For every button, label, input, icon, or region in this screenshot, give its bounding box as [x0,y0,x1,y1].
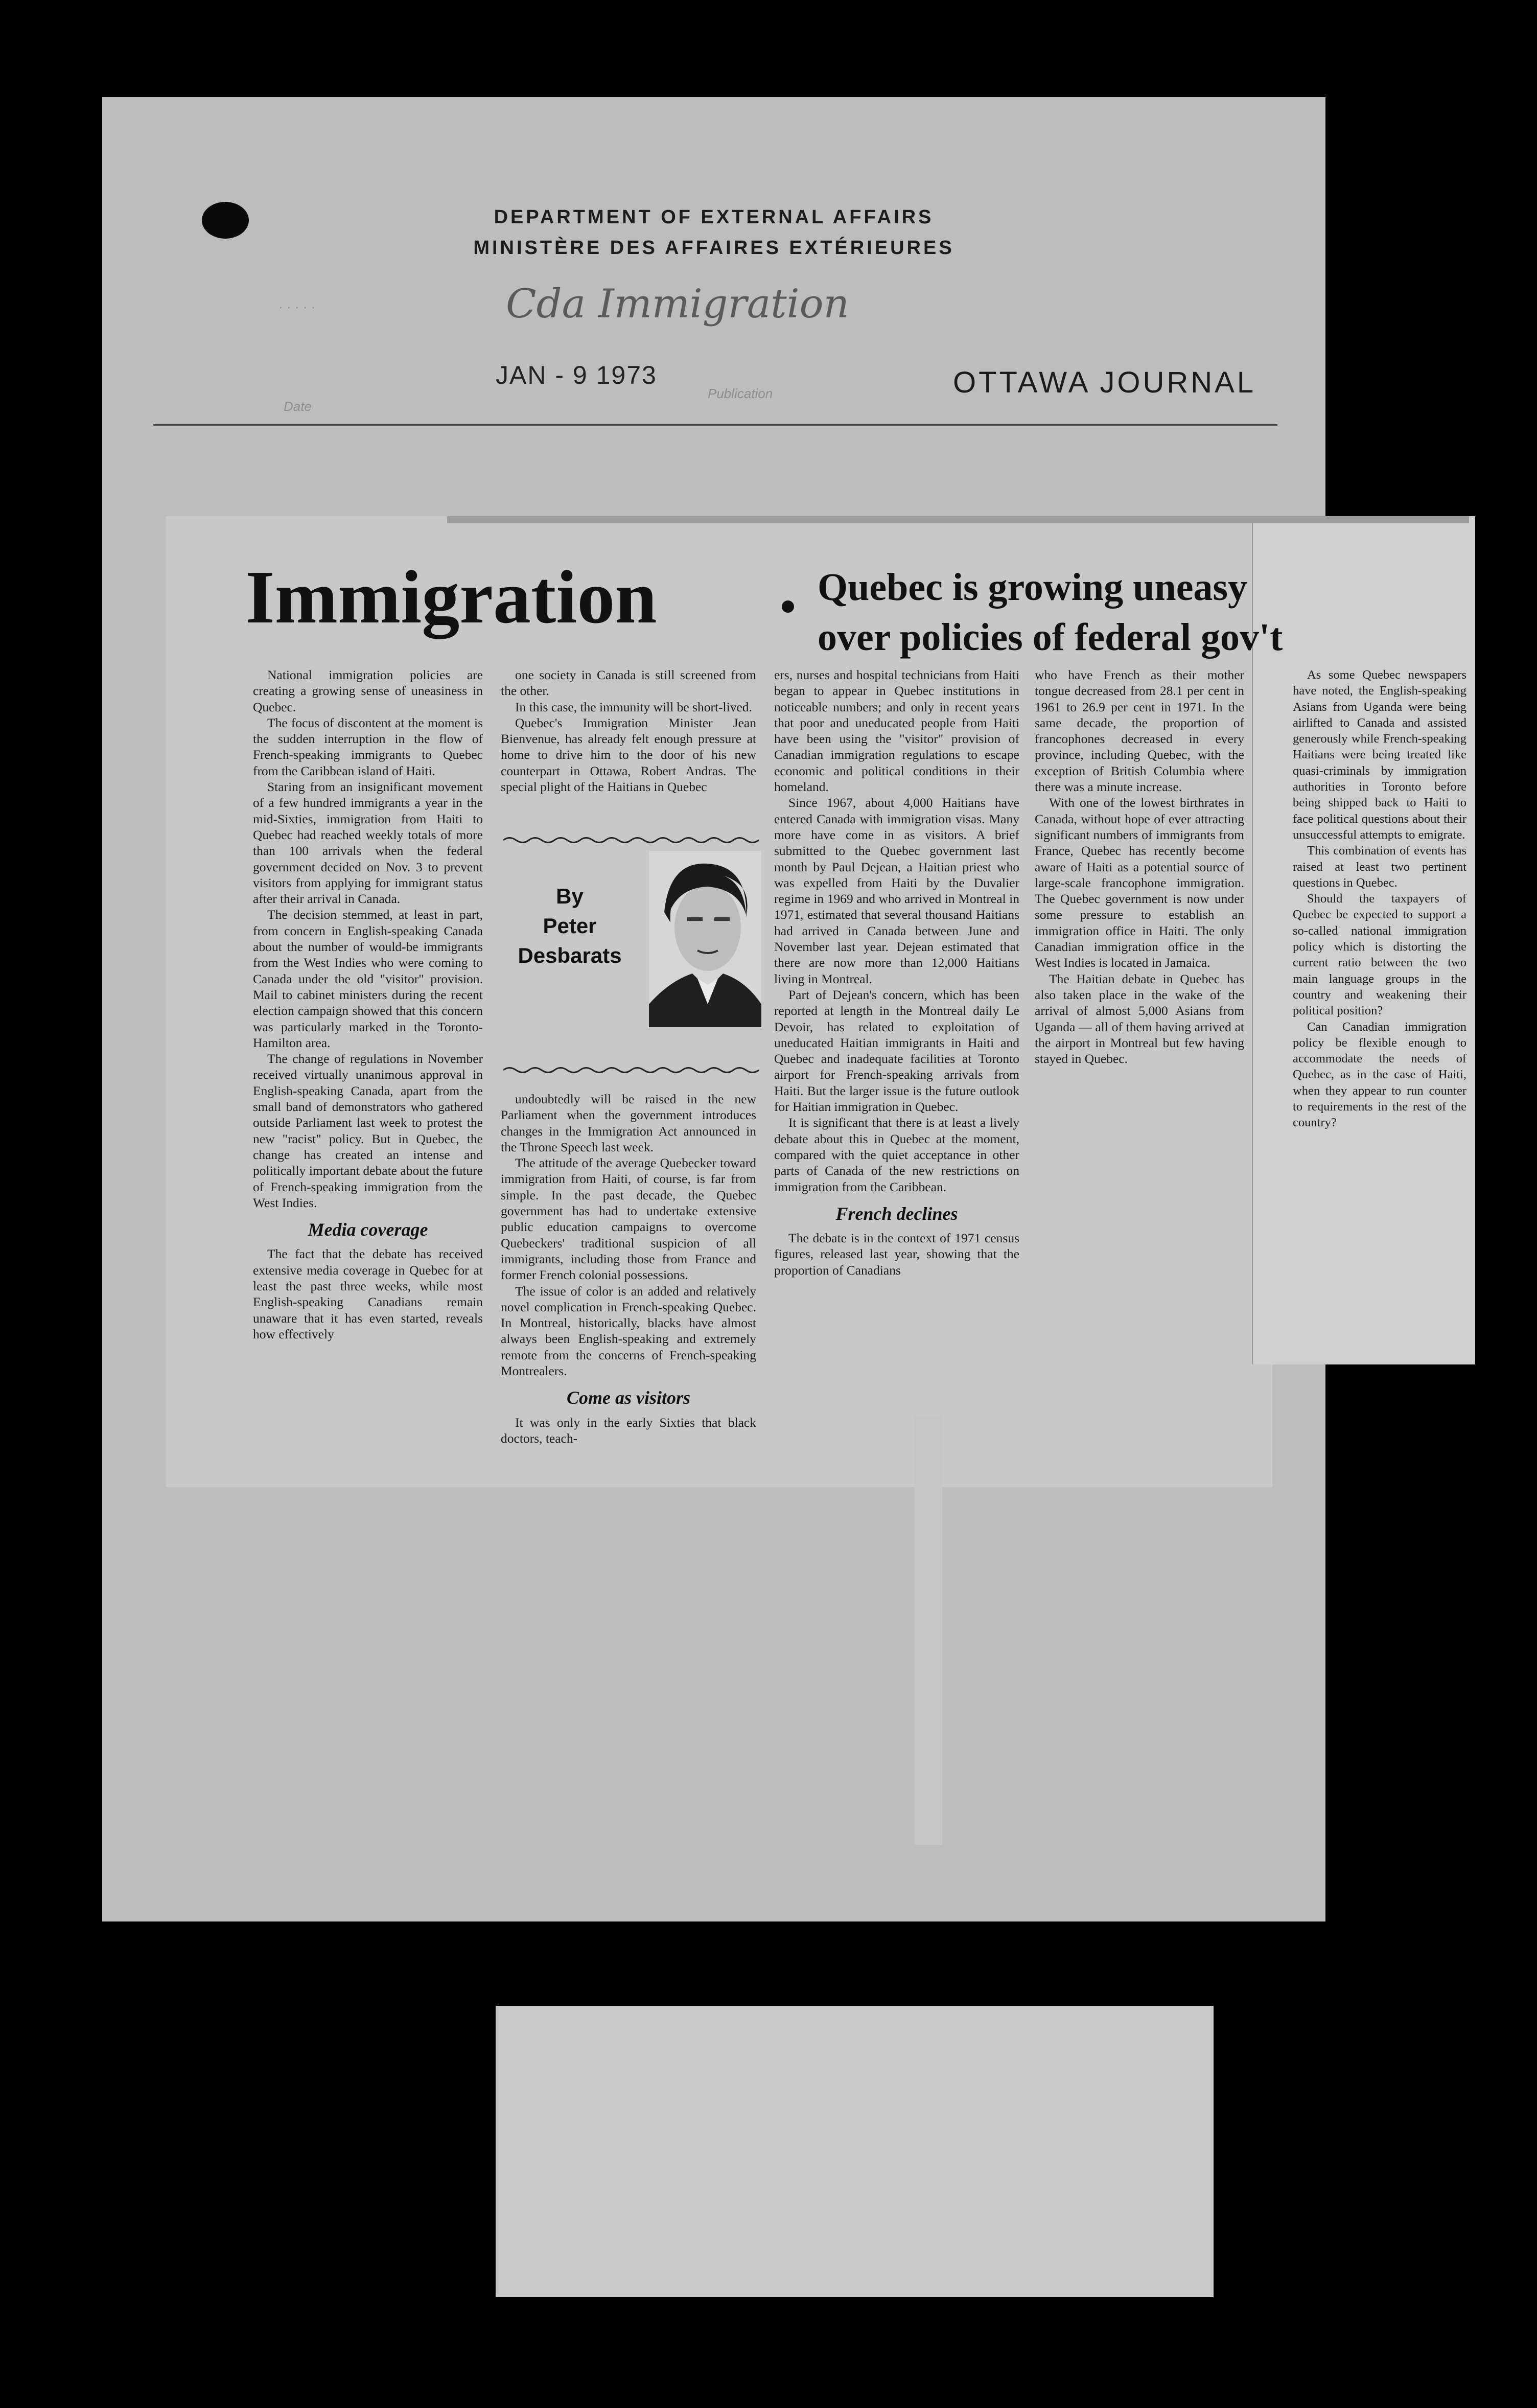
paragraph: In this case, the immunity will be short-lived. [515,699,752,714]
byline-bottom-wave-rule [503,1066,759,1075]
paragraph: The focus of discontent at the moment is the sudden interruption in the flow of French-speaking immigrants to Quebec from the Caribbean island of Haiti. [253,715,483,778]
byline [503,882,636,970]
paragraph: The Haitian debate in Quebec has also taken place in the wake of the arrival of almost 5,000 Asians from Uganda — all of them having arrived at the airport in Montreal but few having stayed in Quebec. [1035,971,1244,1067]
date-label: Date [284,399,312,414]
paragraph: Since 1967, about 4,000 Haitians have entered Canada with immigration visas. Many more have come in as visitors. A brief submitted to the Quebec government last month by Paul Dejean, a Haitian priest who was expelled from Haiti by the Duvalier regime in 1969 and who arrived in Montreal in 1971, estimated that several thousand Haitians had arrived in Canada between June and November last year. Dejean estimated that there are now more than 12,000 Haitians living in Montreal. [774,795,1019,986]
subhead-come-as-visitors: Come as visitors [566,1387,690,1408]
paragraph: undoubtedly will be raised in the new Parliament when the government introduces changes in the Immigration Act announced in the Throne Speech last week. [501,1092,756,1154]
department-name-en: DEPARTMENT OF EXTERNAL AFFAIRS [494,206,934,228]
paragraph: The change of regulations in November received virtually unanimous approval in English-speaking Canada, apart from the small band of demonstrators who gathered outside Parliament last week to protest the new "racist" policy. But in Quebec, the change has created an intense and politically important debate about the future of French-speaking immigration from the West Indies. [253,1051,483,1210]
article-subheadline [818,562,1472,662]
byline-top-wave-rule [503,836,759,845]
author-photo [649,851,761,1027]
header-rule [153,424,1277,426]
article-headline: Immigration [245,555,657,639]
paragraph: This combination of events has raised at least two pertinent questions in Quebec. [1293,844,1466,890]
paragraph: As some Quebec newspapers have noted, the English-speaking Asians from Uganda were being airlifted to Canada and assisted generously while French-speaking Haitians were being treated like quasi-criminals by immigration authorities in Toronto before being shipped back to Haiti to face political questions about their unsuccessful attempts to emigrate. [1293,668,1466,842]
article-column-1 [253,667,483,1342]
clipping-date: JAN - 9 1973 [496,361,657,389]
clipping-top-edge [447,516,1469,523]
article-column-5 [1293,667,1466,1131]
department-header [102,202,1325,263]
newspaper-clipping [166,516,1474,1487]
department-name-fr: MINISTÈRE DES AFFAIRES EXTÉRIEURES [473,237,954,259]
byline-first-name: Peter [543,914,597,938]
paragraph: Can Canadian immigration policy be flexible enough to accommodate the needs of Quebec, as in the case of Haiti, when they appear to run counter to requirements in the rest of the country? [1293,1020,1466,1130]
paragraph: The attitude of the average Quebecker toward immigration from Haiti, of course, is far from simple. In the past decade, the Quebec government has had to undertake extensive public education campaigns to overcome Quebeckers' traditional suspicion of all immigrants, including those from France and former French colonial possessions. [501,1155,756,1283]
paragraph: ers, nurses and hospital technicians from Haiti began to appear in Quebec institutions in noticeable numbers; and only in recent years that poor and uneducated people from Haiti have been using the "visitor" provision of Canadian immigration regulations to escape economic and political conditions in their homeland. [774,667,1019,795]
subhead-media-coverage: Media coverage [308,1219,428,1240]
subhead-french-declines: French declines [835,1203,958,1224]
paragraph: It is significant that there is at least a lively debate about this in Quebec at the moment, compared with the quiet acceptance in other parts of Canada of the new restrictions on immigration from the Caribbean. [774,1115,1019,1194]
archive-page [102,97,1466,1921]
paragraph: Part of Dejean's concern, which has been reported at length in the Montreal daily Le Devoir, has related to exploitation of uneducated Haitian immigrants in Haiti and Quebec and inadequate facilities at Toronto airport for French-speaking arrivals from Haiti. But the larger issue is the future outlook for Haitian immigration in Quebec. [774,987,1019,1115]
paragraph: With one of the lowest birthrates in Canada, without hope of ever attracting significant numbers of immigrants from France, Quebec has recently become aware of Haiti as a potential source of large-scale francophone immigration. The Quebec government is now under some pressure to establish an immigration office in Haiti. The only Canadian immigration office in the West Indies is located in Jamaica. [1035,795,1244,970]
paragraph: one society in Canada is still screened from the other. [501,667,756,699]
article-column-3 [774,667,1019,1278]
paragraph: National immigration policies are creating a growing sense of uneasiness in Quebec. [253,667,483,714]
publication-label: Publication [708,386,773,401]
paragraph: Should the taxpayers of Quebec be expected to support a so-called national immigration policy which is distorting the current ratio between the two main language groups in the country and weakening their political position? [1293,892,1466,1018]
paragraph: Staring from an insignificant movement of a few hundred immigrants a year in the mid-Sixties, immigration from Haiti to Quebec had reached weekly totals of more than 100 arrivals when the federal government decided on Nov. 3 to prevent visitors from applying for immigrant status after their arrival in Canada. [253,779,483,907]
blank-index-slip [496,2006,1214,2297]
handwritten-subject-note: Cda Immigration [506,281,849,327]
paragraph: The fact that the debate has received extensive media coverage in Quebec for at least the past three weeks, while most English-speaking Canadians remain unaware that it has even started, reveals how effectively [253,1246,483,1341]
byline-last-name: Desbarats [518,943,622,967]
article-column-4 [1035,667,1244,1067]
paper-smudge [915,1416,942,1845]
publication-name: OTTAWA JOURNAL [953,366,1256,399]
subheadline-line-2: over policies of federal gov't [818,616,1283,659]
subheadline-line-1: Quebec is growing uneasy [818,566,1248,609]
paragraph: It was only in the early Sixties that black doctors, teach- [501,1415,756,1446]
headline-bullet-icon [782,600,794,613]
article-column-2-top [501,667,756,795]
faint-stamp: · · · · · [278,299,316,314]
byline-by: By [556,884,584,908]
paragraph: The decision stemmed, at least in part, from concern in English-speaking Canada about the number of would-be immigrants from the West Indies who were coming to Canada under the old "visitor" provision. Mail to cabinet ministers during the recent election campaign showed that this concern was particularly marked in the Toronto-Hamilton area. [253,907,483,1050]
paragraph: The issue of color is an added and relatively novel complication in French-speaking Quebec. In Montreal, historically, blacks have almost always been English-speaking and extremely remote from the concerns of French-speaking Montrealers. [501,1283,756,1379]
paragraph: Quebec's Immigration Minister Jean Bienvenue, has already felt enough pressure at home to drive him to the door of his new counterpart in Ottawa, Robert Andras. The special plight of the Haitians in Quebec [501,715,756,795]
article-column-2-bottom [501,1091,756,1446]
paragraph: The debate is in the context of 1971 census figures, released last year, showing that the proportion of Canadians [774,1231,1019,1278]
paragraph: who have French as their mother tongue decreased from 28.1 per cent in 1961 to 26.9 per cent in 1971. In the same decade, the proportion of francophones decreased in every province, including Quebec, with the exception of British Columbia where there was a minute increase. [1035,667,1244,795]
